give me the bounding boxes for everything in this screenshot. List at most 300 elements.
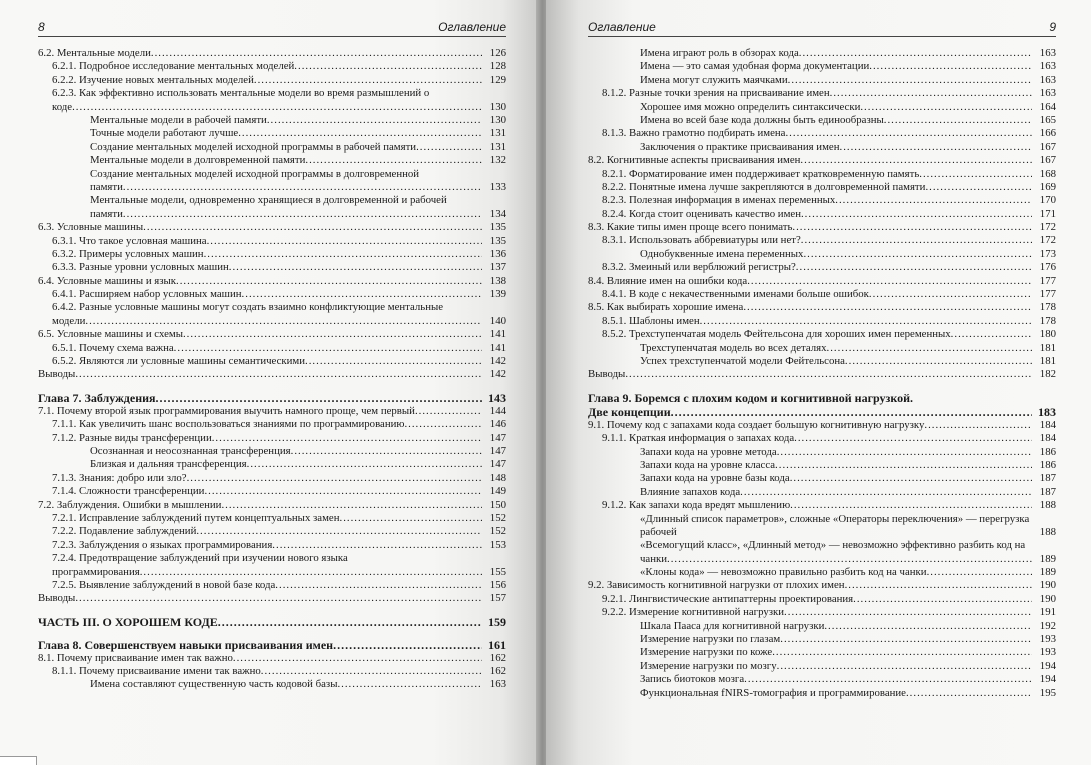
- toc-entry: [588, 472, 1056, 485]
- toc-entry-label: Выводы: [38, 592, 76, 605]
- toc-entry-label: Запись биотоков мозга: [640, 673, 745, 686]
- toc-entry-text: [38, 485, 482, 498]
- page-number: 8: [38, 20, 45, 34]
- toc-entry: [38, 275, 506, 288]
- toc-entry-label: 6.2.1. Подробное исследование ментальных моделей: [52, 60, 295, 73]
- toc-entry: [588, 60, 1056, 73]
- toc-page-number: 181: [1039, 341, 1056, 354]
- toc-entry: [588, 459, 1056, 472]
- toc-entry-text: [38, 60, 482, 73]
- toc-page-number: 172: [1039, 221, 1056, 234]
- toc-page-number: 184: [1039, 432, 1056, 445]
- toc-entry-text: [588, 633, 1032, 646]
- toc-entry: [38, 168, 506, 195]
- toc-entry-text: [38, 445, 482, 458]
- toc-entry: [588, 646, 1056, 659]
- toc-entry-label: Глава 8. Совершенствуем навыки присваивания имен: [38, 637, 334, 652]
- toc-entry-label: 8.4.1. В коде с некачественными именами больше ошибок: [602, 288, 869, 301]
- toc-entry-label: Имена — это самая удобная форма документации: [640, 60, 870, 73]
- running-header: [38, 20, 506, 37]
- toc-entry-text: [38, 592, 482, 605]
- toc-entry-text: [588, 606, 1032, 619]
- toc-page-number: 187: [1039, 472, 1056, 485]
- toc-entry: [588, 168, 1056, 181]
- toc-entry-text: [38, 512, 482, 525]
- toc-entry-text: [38, 368, 482, 381]
- toc-entry-text: [38, 221, 482, 234]
- toc-entry-text: [588, 141, 1032, 154]
- toc-page-number: 148: [489, 471, 506, 484]
- toc-entry-text: [38, 652, 482, 665]
- toc-entry-text: [38, 301, 482, 328]
- toc-entry-text: [38, 47, 482, 60]
- toc-page-number: 159: [488, 614, 506, 629]
- toc-entry-text: [38, 194, 482, 221]
- toc-entry-label: 7.2.4. Предотвращение заблуждений при изучении нового языка программирования: [52, 552, 348, 578]
- toc-entry-text: [38, 235, 482, 248]
- toc-entry-text: [588, 87, 1032, 100]
- toc-page-number: 162: [489, 651, 506, 664]
- toc-entry-text: [588, 486, 1032, 499]
- toc-entry-text: [38, 288, 482, 301]
- toc-entry-label: 8.2. Когнитивные аспекты присваивания имен: [588, 154, 801, 167]
- toc-entry-text: [588, 355, 1032, 368]
- toc-entry-text: [588, 261, 1032, 274]
- toc-chapter-entry: [38, 638, 506, 652]
- toc-page-number: 193: [1039, 646, 1056, 659]
- toc-chapter-title: [588, 391, 1056, 405]
- toc-entry-label: 8.1. Почему присваивание имен так важно: [38, 651, 233, 664]
- toc-page-number: 149: [489, 485, 506, 498]
- toc-page-number: 191: [1039, 606, 1056, 619]
- toc-page-number: 163: [1039, 46, 1056, 59]
- toc-entry: [588, 87, 1056, 100]
- toc-entry-label: Имена составляют существенную часть кодовой базы: [90, 678, 338, 691]
- toc-page-number: 163: [1039, 60, 1056, 73]
- toc-entry-text: [38, 355, 482, 368]
- toc-entry: [38, 458, 506, 471]
- toc-page-number: 134: [489, 207, 506, 220]
- toc-page-number: 135: [489, 221, 506, 234]
- toc-page-number: 166: [1039, 127, 1056, 140]
- toc-page-number: 195: [1039, 686, 1056, 699]
- toc-entry-label: 9.1.1. Краткая информация о запахах кода: [602, 432, 795, 445]
- section-gap: [38, 629, 506, 638]
- toc-entry-text: [588, 315, 1032, 328]
- toc-list: [38, 47, 506, 692]
- toc-page-number: 163: [1039, 87, 1056, 100]
- toc-list: [588, 47, 1056, 700]
- toc-page-number: 167: [1039, 140, 1056, 153]
- left-page: [0, 0, 540, 765]
- toc-page-number: 192: [1039, 619, 1056, 632]
- toc-entry-text: [38, 552, 482, 579]
- toc-entry: [588, 593, 1056, 606]
- toc-entry-label: «Длинный список параметров», сложные «Операторы переключения» — перегрузка рабочей: [640, 512, 1030, 538]
- toc-page-number: 170: [1039, 194, 1056, 207]
- running-title: Оглавление: [438, 20, 506, 34]
- toc-entry: [38, 194, 506, 221]
- toc-page-number: 167: [1039, 154, 1056, 167]
- toc-page-number: 141: [489, 341, 506, 354]
- toc-page-number: 188: [1039, 499, 1056, 512]
- toc-entry: [588, 288, 1056, 301]
- toc-entry-label: Заключения о практике присваивания имен: [640, 140, 840, 153]
- toc-entry-label: 9.1.2. Как запахи кода вредят мышлению: [602, 499, 791, 512]
- toc-entry-text: [588, 539, 1032, 566]
- toc-page-number: 131: [489, 127, 506, 140]
- toc-entry: [38, 368, 506, 381]
- toc-entry-text: [38, 261, 482, 274]
- toc-entry-label: 6.2.2. Изучение новых ментальных моделей: [52, 73, 254, 86]
- toc-entry-text: [588, 275, 1032, 288]
- toc-page-number: 130: [489, 100, 506, 113]
- toc-entry: [588, 633, 1056, 646]
- toc-page-number: 143: [488, 390, 506, 405]
- toc-entry-label: 8.1.3. Важно грамотно подбирать имена: [602, 127, 786, 140]
- toc-entry-label: 7.2.2. Подавление заблуждений: [52, 525, 197, 538]
- toc-entry-label: 8.2.4. Когда стоит оценивать качество имен: [602, 207, 801, 220]
- toc-page-number: 135: [489, 234, 506, 247]
- toc-page-number: 130: [489, 113, 506, 126]
- toc-page-number: 162: [489, 665, 506, 678]
- toc-entry: [38, 288, 506, 301]
- toc-entry-label: 6.4.1. Расширяем набор условных машин: [52, 288, 242, 301]
- toc-page-number: 190: [1039, 592, 1056, 605]
- toc-entry-text: [588, 74, 1032, 87]
- toc-entry-text: [588, 301, 1032, 314]
- toc-entry-text: [588, 660, 1032, 673]
- toc-entry: [38, 445, 506, 458]
- toc-entry-label: 7.1.2. Разные виды трансференции: [52, 431, 212, 444]
- toc-page-number: 171: [1039, 207, 1056, 220]
- toc-page-number: 177: [1039, 288, 1056, 301]
- toc-entry-text: [588, 566, 1032, 579]
- toc-page-number: 152: [489, 511, 506, 524]
- toc-entry-text: [38, 638, 482, 652]
- toc-entry-text: [38, 458, 482, 471]
- toc-entry-text: [38, 665, 482, 678]
- toc-entry: [588, 446, 1056, 459]
- toc-entry: [588, 368, 1056, 381]
- toc-page-number: 194: [1039, 659, 1056, 672]
- toc-entry-label: Выводы: [38, 368, 76, 381]
- toc-page-number: 194: [1039, 673, 1056, 686]
- toc-page-number: 142: [489, 355, 506, 368]
- toc-entry: [38, 472, 506, 485]
- toc-page-number: 182: [1039, 368, 1056, 381]
- toc-page-number: 150: [489, 498, 506, 511]
- toc-entry-text: [38, 678, 482, 691]
- toc-entry: [588, 660, 1056, 673]
- toc-page-number: 129: [489, 73, 506, 86]
- toc-page-number: 146: [489, 418, 506, 431]
- toc-page-number: 177: [1039, 274, 1056, 287]
- toc-entry-text: [588, 288, 1032, 301]
- toc-page-number: 138: [489, 274, 506, 287]
- toc-entry: [38, 47, 506, 60]
- toc-entry-label: 6.2.3. Как эффективно использовать ментальные модели во время размышлений о коде: [52, 87, 430, 113]
- toc-page-number: 165: [1039, 113, 1056, 126]
- toc-entry-label: Близкая и дальняя трансференция: [90, 458, 247, 471]
- toc-entry-label: Функциональная fNIRS-томография и программирование: [640, 686, 906, 699]
- toc-entry-text: [38, 141, 482, 154]
- toc-entry: [588, 342, 1056, 355]
- toc-entry: [588, 315, 1056, 328]
- toc-entry: [38, 221, 506, 234]
- section-gap: [38, 382, 506, 391]
- toc-entry: [588, 355, 1056, 368]
- toc-entry: [588, 181, 1056, 194]
- toc-entry-text: [38, 539, 482, 552]
- toc-page-number: 140: [489, 314, 506, 327]
- toc-entry-label: 8.2.1. Форматирование имен поддерживает кратковременную память: [602, 167, 920, 180]
- toc-page-number: 183: [1038, 404, 1056, 419]
- toc-entry-label: 7.1.4. Сложности трансференции: [52, 485, 205, 498]
- toc-entry-text: [588, 154, 1032, 167]
- toc-entry-label: 6.4.2. Разные условные машины могут создать взаимно конфликтующие ментальные модели: [52, 301, 444, 327]
- toc-entry-label: 7.2.3. Заблуждения о языках программирования: [52, 538, 273, 551]
- toc-entry-text: Глава 9. Боремся с плохим кодом и когнитивной нагрузкой.: [588, 390, 914, 405]
- toc-page-number: 126: [489, 46, 506, 59]
- toc-entry-label: Создание ментальных моделей исходной программы в долговременной памяти: [90, 167, 420, 193]
- toc-entry-label: 6.3.1. Что такое условная машина: [52, 234, 207, 247]
- toc-entry-label: 8.3.1. Использовать аббревиатуры или нет?: [602, 234, 801, 247]
- toc-entry-text: [588, 472, 1032, 485]
- toc-entry-label: 9.2.2. Измерение когнитивной нагрузки: [602, 606, 785, 619]
- toc-page-number: 155: [489, 565, 506, 578]
- toc-page-number: 137: [489, 261, 506, 274]
- toc-entry-text: [588, 47, 1032, 60]
- toc-entry: [588, 101, 1056, 114]
- toc-entry-label: Имена могут служить маячками: [640, 73, 788, 86]
- toc-entry-label: Измерение нагрузки по глазам: [640, 633, 781, 646]
- toc-entry: [588, 221, 1056, 234]
- toc-entry-text: [38, 405, 482, 418]
- toc-entry: [38, 261, 506, 274]
- toc-chapter-entry: [588, 405, 1056, 419]
- toc-entry: [38, 355, 506, 368]
- toc-entry: [38, 579, 506, 592]
- toc-entry: [38, 342, 506, 355]
- toc-page-number: 132: [489, 154, 506, 167]
- toc-entry: [588, 513, 1056, 540]
- toc-entry-text: [38, 579, 482, 592]
- toc-entry-label: 8.3. Какие типы имен проще всего понимать: [588, 221, 793, 234]
- toc-page-number: 156: [489, 578, 506, 591]
- toc-chapter-entry: [38, 615, 506, 629]
- toc-entry-label: Успех трехступенчатой модели Фейтельсона: [640, 354, 845, 367]
- toc-entry-label: 9.2.1. Лингвистические антипаттерны проектирования: [602, 592, 854, 605]
- toc-entry-text: [38, 328, 482, 341]
- toc-entry-text: [588, 673, 1032, 686]
- toc-entry-label: ЧАСТЬ III. О ХОРОШЕМ КОДЕ: [38, 614, 218, 629]
- toc-entry-label: 6.5.1. Почему схема важна: [52, 341, 174, 354]
- toc-entry: [588, 687, 1056, 700]
- toc-entry-text: [588, 687, 1032, 700]
- toc-entry-text: [588, 221, 1032, 234]
- toc-page-number: 173: [1039, 247, 1056, 260]
- toc-page-number: 163: [1039, 73, 1056, 86]
- toc-entry-label: 6.2. Ментальные модели: [38, 47, 151, 59]
- toc-page-number: 152: [489, 525, 506, 538]
- toc-entry-label: 7.1.3. Знания: добро или зло?: [52, 471, 187, 484]
- toc-entry: [38, 127, 506, 140]
- toc-entry: [38, 652, 506, 665]
- toc-page-number: 178: [1039, 314, 1056, 327]
- toc-entry-label: Две концепции: [588, 404, 671, 419]
- toc-page-number: 131: [489, 140, 506, 153]
- toc-entry-label: Однобуквенные имена переменных: [640, 247, 804, 260]
- toc-entry: [38, 665, 506, 678]
- toc-entry-label: 6.4. Условные машины и язык: [38, 274, 177, 287]
- toc-entry: [38, 74, 506, 87]
- toc-page-number: 189: [1039, 552, 1056, 565]
- toc-entry: [588, 208, 1056, 221]
- toc-entry-label: 6.5. Условные машины и схемы: [38, 328, 183, 341]
- toc-entry-label: 8.2.2. Понятные имена лучше закрепляются в долговременной памяти: [602, 180, 926, 193]
- toc-entry: [588, 328, 1056, 341]
- toc-entry-label: 6.5.2. Являются ли условные машины семантическими: [52, 355, 306, 368]
- toc-entry-text: [588, 459, 1032, 472]
- toc-entry-label: Запахи кода на уровне класса: [640, 458, 776, 471]
- toc-page-number: 157: [489, 592, 506, 605]
- toc-entry: [38, 418, 506, 431]
- toc-entry: [38, 432, 506, 445]
- toc-entry: [588, 486, 1056, 499]
- toc-entry-label: Ментальные модели в долговременной памяти: [90, 154, 306, 167]
- toc-entry-label: 7.2.5. Выявление заблуждений в новой базе кода: [52, 578, 276, 591]
- toc-entry-text: [588, 620, 1032, 633]
- toc-entry-label: 7.1.1. Как увеличить шанс воспользоваться знаниями по программированию: [52, 418, 405, 431]
- toc-entry: [588, 620, 1056, 633]
- toc-entry-text: [588, 181, 1032, 194]
- toc-entry-text: [588, 101, 1032, 114]
- toc-entry-text: [38, 87, 482, 114]
- toc-entry-label: 7.2.1. Исправление заблуждений путем концептуальных замен: [52, 511, 340, 524]
- toc-entry: [38, 248, 506, 261]
- page-corner: [0, 756, 37, 765]
- toc-entry: [588, 234, 1056, 247]
- toc-entry-label: Измерение нагрузки по коже: [640, 646, 773, 659]
- toc-entry-text: [38, 615, 482, 629]
- toc-entry-text: [588, 342, 1032, 355]
- toc-entry-label: Ментальные модели, одновременно хранящиеся в долговременной и рабочей памяти: [90, 194, 447, 220]
- toc-entry: [38, 592, 506, 605]
- toc-page-number: 142: [489, 368, 506, 381]
- toc-page-number: 147: [489, 458, 506, 471]
- toc-entry-text: [38, 168, 482, 195]
- running-title: Оглавление: [588, 20, 656, 34]
- toc-page-number: 176: [1039, 261, 1056, 274]
- running-header: [588, 20, 1056, 37]
- toc-entry-text: [588, 328, 1032, 341]
- toc-entry: [38, 485, 506, 498]
- toc-page-number: 184: [1039, 418, 1056, 431]
- section-gap: [38, 606, 506, 615]
- toc-entry-text: [588, 446, 1032, 459]
- toc-page-number: 178: [1039, 301, 1056, 314]
- toc-entry-text: [588, 168, 1032, 181]
- toc-entry: [38, 539, 506, 552]
- toc-entry-text: [38, 525, 482, 538]
- toc-entry: [38, 552, 506, 579]
- toc-page-number: 180: [1039, 328, 1056, 341]
- toc-entry-label: Хорошее имя можно определить синтаксически: [640, 100, 861, 113]
- toc-entry-label: 6.3.2. Примеры условных машин: [52, 247, 204, 260]
- toc-entry-text: [588, 579, 1032, 592]
- toc-entry-text: [588, 499, 1032, 512]
- toc-entry-text: [38, 275, 482, 288]
- toc-entry-label: 8.1.2. Разные точки зрения на присваивание имен: [602, 87, 830, 100]
- page-number: 9: [1049, 20, 1056, 34]
- toc-entry: [588, 673, 1056, 686]
- toc-entry-label: «Всемогущий класс», «Длинный метод» — невозможно эффективно разбить код на чанки: [640, 539, 1026, 565]
- toc-page-number: 153: [489, 538, 506, 551]
- toc-entry-label: Измерение нагрузки по мозгу: [640, 659, 777, 672]
- toc-entry: [588, 275, 1056, 288]
- toc-entry-label: Точные модели работают лучше: [90, 127, 239, 140]
- toc-entry: [38, 405, 506, 418]
- toc-entry: [38, 512, 506, 525]
- toc-entry: [588, 248, 1056, 261]
- toc-page-number: 169: [1039, 180, 1056, 193]
- toc-entry-label: Выводы: [588, 368, 626, 381]
- toc-entry: [38, 60, 506, 73]
- toc-entry: [588, 566, 1056, 579]
- toc-entry-text: [588, 419, 1032, 432]
- toc-entry: [588, 419, 1056, 432]
- toc-entry: [588, 539, 1056, 566]
- toc-entry: [588, 141, 1056, 154]
- toc-entry: [588, 432, 1056, 445]
- toc-entry-label: 8.5.1. Шаблоны имен: [602, 314, 700, 327]
- toc-entry-text: [588, 432, 1032, 445]
- toc-entry-text: [38, 418, 482, 431]
- toc-entry-label: 6.3. Условные машины: [38, 221, 144, 234]
- toc-entry-label: 7.2. Заблуждения. Ошибки в мышлении: [38, 498, 222, 511]
- toc-entry-text: [38, 472, 482, 485]
- toc-entry-label: Имена играют роль в обзорах кода: [640, 47, 799, 59]
- toc-page-number: 187: [1039, 485, 1056, 498]
- toc-page-number: 147: [489, 444, 506, 457]
- toc-entry-label: Трехступенчатая модель во всех деталях: [640, 341, 827, 354]
- toc-entry: [588, 301, 1056, 314]
- toc-entry-label: 8.1.1. Почему присваивание имени так важно: [52, 665, 261, 678]
- toc-entry-text: [38, 114, 482, 127]
- toc-page-number: 139: [489, 288, 506, 301]
- toc-entry-text: [38, 127, 482, 140]
- toc-entry: [588, 114, 1056, 127]
- toc-entry-label: 9.1. Почему код с запахами кода создает большую когнитивную нагрузку: [588, 418, 925, 431]
- toc-chapter-entry: [38, 391, 506, 405]
- toc-entry-text: [38, 248, 482, 261]
- toc-entry-label: Запахи кода на уровне метода: [640, 445, 777, 458]
- toc-entry-label: 8.2.3. Полезная информация в именах переменных: [602, 194, 836, 207]
- toc-entry-text: [588, 114, 1032, 127]
- toc-entry-text: [38, 432, 482, 445]
- toc-page-number: 164: [1039, 100, 1056, 113]
- toc-page-number: 188: [1039, 525, 1056, 538]
- toc-entry-text: [588, 368, 1032, 381]
- toc-entry-label: Глава 7. Заблуждения: [38, 390, 156, 405]
- toc-entry-text: [588, 127, 1032, 140]
- toc-entry-label: Запахи кода на уровне базы кода: [640, 472, 790, 485]
- toc-entry: [38, 235, 506, 248]
- toc-entry: [588, 194, 1056, 207]
- toc-page-number: 136: [489, 247, 506, 260]
- toc-entry: [38, 141, 506, 154]
